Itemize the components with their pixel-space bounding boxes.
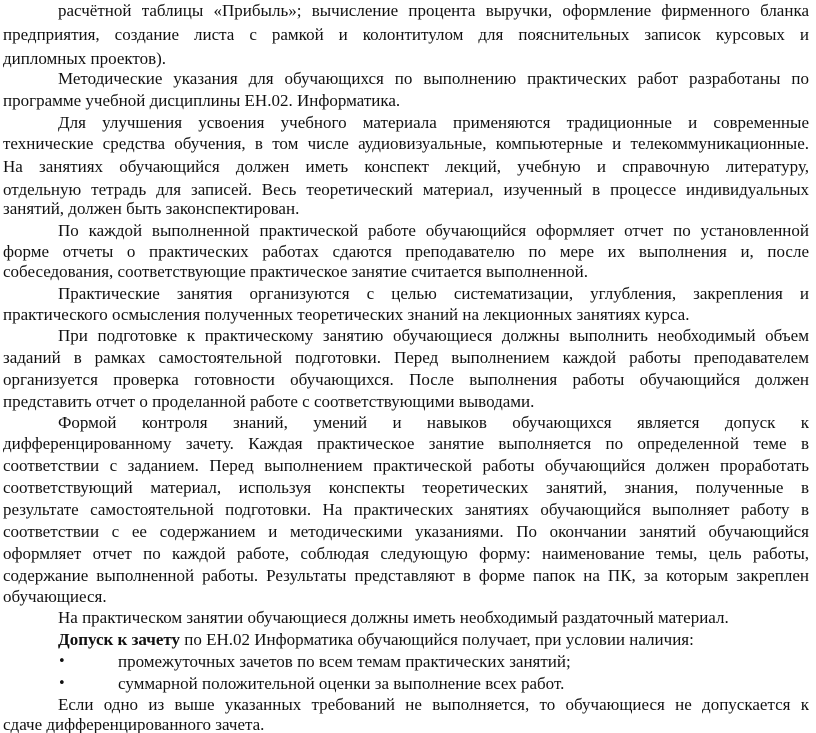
text-line: По каждой выполненной практической работе обучающийся оформляет отчет по установленной [58,221,809,240]
text-line: обучающиеся. [3,587,107,606]
text-line: сдаче дифференцированного зачета. [3,715,265,733]
text-line: собеседования, соответствующие практическое занятие считается выполненной. [3,262,588,281]
text-line: соответствии с заданием. Перед выполнением практической работы обучающийся должен проработать [3,456,809,475]
text-line: расчётной таблицы «Прибыль»; вычисление процента выручки, оформление фирменного бланка [58,1,809,20]
text-line: организуется проверка готовности обучающихся. После выполнения работы обучающийся должен [3,370,809,389]
bullet-item: промежуточных зачетов по всем темам практических занятий; [118,652,571,671]
text-line: занятий, должен быть законспектирован. [3,199,300,218]
text-line: предприятия, создание листа с рамкой и колонтитулом для пояснительных записок курсовых и [3,25,809,44]
text-line: Методические указания для обучающихся по выполнению практических работ разработаны по [58,69,809,88]
bullet-icon: • [58,654,66,669]
text-line: дифференцированному зачету. Каждая практическое занятие выполняется по определенной теме в [3,434,809,453]
text-line: отдельную тетрадь для записей. Весь теоретический материал, изученный в процессе индивидуальных [3,180,809,199]
text-line: форме отчеты о практических работах сдаются преподавателю по мере их выполнения и, после [3,242,809,261]
admission-line [0,628,816,652]
text-line: Формой контроля знаний, умений и навыков обучающихся является допуск к [58,413,809,432]
text-line: соответствии с ее содержанием и методическими указаниями. По окончании занятий обучающийся [3,522,809,541]
text-line: технические средства обучения, в том числе аудиовизуальные, компьютерные и телекоммуникационные. [3,134,809,153]
text-line: результате самостоятельной подготовки. На практических занятиях обучающийся выполняет работу в [3,500,809,519]
text-line: При подготовке к практическому занятию обучающиеся должны выполнить необходимый объем [58,326,809,345]
text-line: дипломных проектов). [3,49,167,68]
text-line: практического осмысления полученных теоретических знаний на лекционных занятиях курса. [3,305,690,324]
admission-bold-lead: Допуск к зачету [58,630,181,649]
text-line: соответствующий материал, используя конспекты теоретических занятий, знания, полученные в [3,478,809,497]
text-line: Если одно из выше указанных требований не выполняется, то обучающиеся не допускается к [58,695,809,714]
bullet-item: суммарной положительной оценки за выполнение всех работ. [118,674,565,693]
text-line: заданий в рамках самостоятельной подготовки. Перед выполнением каждой работы преподавателем [3,348,809,367]
admission-text: по ЕН.02 Информатика обучающийся получает, при условии наличия: [180,630,694,649]
text-line: оформляет отчет по каждой работе, соблюдая следующую форму: наименование темы, цель работы, [3,544,809,563]
text-line: На занятиях обучающийся должен иметь конспект лекций, учебную и справочную литературу, [3,157,809,176]
text-line: представить отчет о проделанной работе с соответствующими выводами. [3,392,535,411]
text-line: программе учебной дисциплины ЕН.02. Информатика. [3,91,401,110]
text-line: Практические занятия организуются с целью систематизации, углубления, закрепления и [58,284,809,303]
text-line: содержание выполненной работы. Результаты представляют в форме папок на ПК, за которым закреплен [3,566,809,585]
bullet-icon: • [58,676,66,691]
text-line: На практическом занятии обучающиеся должны иметь необходимый раздаточный материал. [58,608,729,627]
text-line: Для улучшения усвоения учебного материала применяются традиционные и современные [58,113,809,132]
